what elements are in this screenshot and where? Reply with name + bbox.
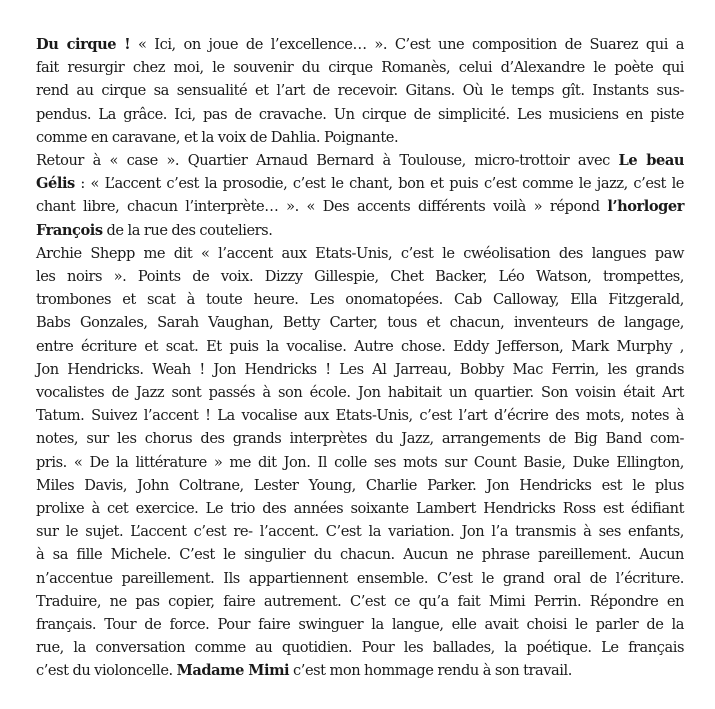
text-run: chant libre, chacun l’interprète… ». « Des accents différents voilà » répond (36, 198, 608, 216)
text-run: rue, la conversation comme au quotidien. Pour les ballades, la poétique. Le français (36, 639, 684, 657)
text-run: n’accentue pareillement. Ils appartiennent ensemble. C’est le grand oral de l’écriture. (36, 569, 684, 587)
text-line (36, 149, 684, 172)
text-line (36, 381, 684, 404)
text-line (36, 590, 684, 613)
text-line (36, 311, 684, 334)
text-line (36, 56, 684, 79)
text-run: Miles Davis, John Coltrane, Lester Young, Charlie Parker. Jon Hendricks est le plus (36, 476, 684, 494)
text-run: « Ici, on joue de l’excellence… ». C’est une composition de Suarez qui a (130, 36, 684, 53)
text-run: Archie Shepp me dit « l’accent aux Etats-Unis, c’est le cwéolisation des langues paw (36, 244, 684, 262)
text-line (36, 195, 684, 218)
paragraph-cirque (36, 33, 684, 149)
text-run: Jon Hendricks. Weah ! Jon Hendricks ! Les Al Jarreau, Bobby Mac Ferrin, les grands (36, 360, 684, 378)
text-line (36, 288, 684, 311)
text-run: vocalistes de Jazz sont passés à son école. Jon habitait un quartier. Son voisin était Art (36, 384, 684, 402)
bold-phrase: Le beau (618, 152, 685, 170)
text-line (36, 474, 684, 497)
text-run: Retour à « case ». Quartier Arnaud Bernard à Toulouse, micro-trottoir avec (36, 152, 619, 170)
text-line (36, 126, 684, 149)
text-run: sur le sujet. L’accent c’est re- l’accent. C’est la variation. Jon l’a transmis à ses enfants, (36, 523, 684, 541)
bold-phrase: Gélis (36, 175, 75, 193)
text-run: les noirs ». Points de voix. Dizzy Gillespie, Chet Backer, Léo Watson, trompettes, (36, 268, 684, 286)
text-line (36, 613, 684, 636)
text-run: pendus. La grâce. Ici, pas de cravache. Un cirque de simplicité. Les musiciens en piste (36, 105, 684, 123)
text-run: comme en caravane, et la voix de Dahlia. Poignante. (36, 128, 399, 146)
text-run: pris. « De la littérature » me dit Jon. Il colle ses mots sur Count Basie, Duke Ellington, (36, 453, 684, 471)
text-line (36, 265, 684, 288)
text-line (36, 335, 684, 358)
text-line (36, 659, 684, 682)
text-line (36, 242, 684, 265)
bold-phrase: Madame Mimi (176, 662, 290, 680)
text-line (36, 543, 684, 566)
text-run: Traduire, ne pas copier, faire autrement. C’est ce qu’a fait Mimi Perrin. Répondre en (36, 592, 684, 610)
text-line (36, 358, 684, 381)
text-run: de la rue des couteliers. (102, 221, 273, 239)
text-run: c’est mon hommage rendu à son travail. (289, 662, 572, 680)
text-run: prolixe à cet exercice. Le trio des années soixante Lambert Hendricks Ross est édifiant (36, 500, 684, 518)
text-run: trombones et scat à toute heure. Les onomatopées. Cab Calloway, Ella Fitzgerald, (36, 291, 684, 309)
text-line (36, 79, 684, 102)
text-line (36, 520, 684, 543)
text-run: à sa fille Michele. C’est le singulier du chacun. Aucun ne phrase pareillement. Aucun (36, 546, 684, 564)
text-run: rend au cirque sa sensualité et l’art de recevoir. Gitans. Où le temps gît. Instants sus- (36, 82, 684, 100)
text-line (36, 567, 684, 590)
text-line (36, 451, 684, 474)
text-line (36, 103, 684, 126)
text-line (36, 219, 684, 242)
text-run: Tatum. Suivez l’accent ! La vocalise aux Etats-Unis, c’est l’art d’écrire des mots, notes à (36, 407, 684, 425)
text-run: c’est du violoncelle. (36, 662, 177, 680)
paragraph-toulouse (36, 149, 684, 242)
text-line (36, 404, 684, 427)
text-line (36, 172, 684, 195)
article-body (36, 33, 684, 683)
paragraph-jazz (36, 242, 684, 683)
text-line (36, 33, 684, 56)
text-run: : « L’accent c’est la prosodie, c’est le chant, bon et puis c’est comme le jazz, c’est le (74, 175, 684, 193)
text-run: fait resurgir chez moi, le souvenir du cirque Romanès, celui d’Alexandre le poète qui (36, 59, 684, 77)
text-run: notes, sur les chorus des grands interprètes du Jazz, arrangements de Big Band com- (36, 430, 684, 448)
bold-phrase: l’horloger (607, 198, 684, 216)
text-line (36, 636, 684, 659)
bold-phrase: François (36, 221, 103, 239)
text-run: Babs Gonzales, Sarah Vaughan, Betty Carter, tous et chacun, inventeurs de langage, (36, 314, 684, 332)
text-line (36, 497, 684, 520)
bold-phrase: Du cirque ! (36, 36, 131, 53)
text-run: français. Tour de force. Pour faire swinguer la langue, elle avait choisi le parler de la (36, 616, 684, 634)
text-run: entre écriture et scat. Et puis la vocalise. Autre chose. Eddy Jefferson, Mark Murphy , (36, 337, 684, 355)
text-line (36, 427, 684, 450)
